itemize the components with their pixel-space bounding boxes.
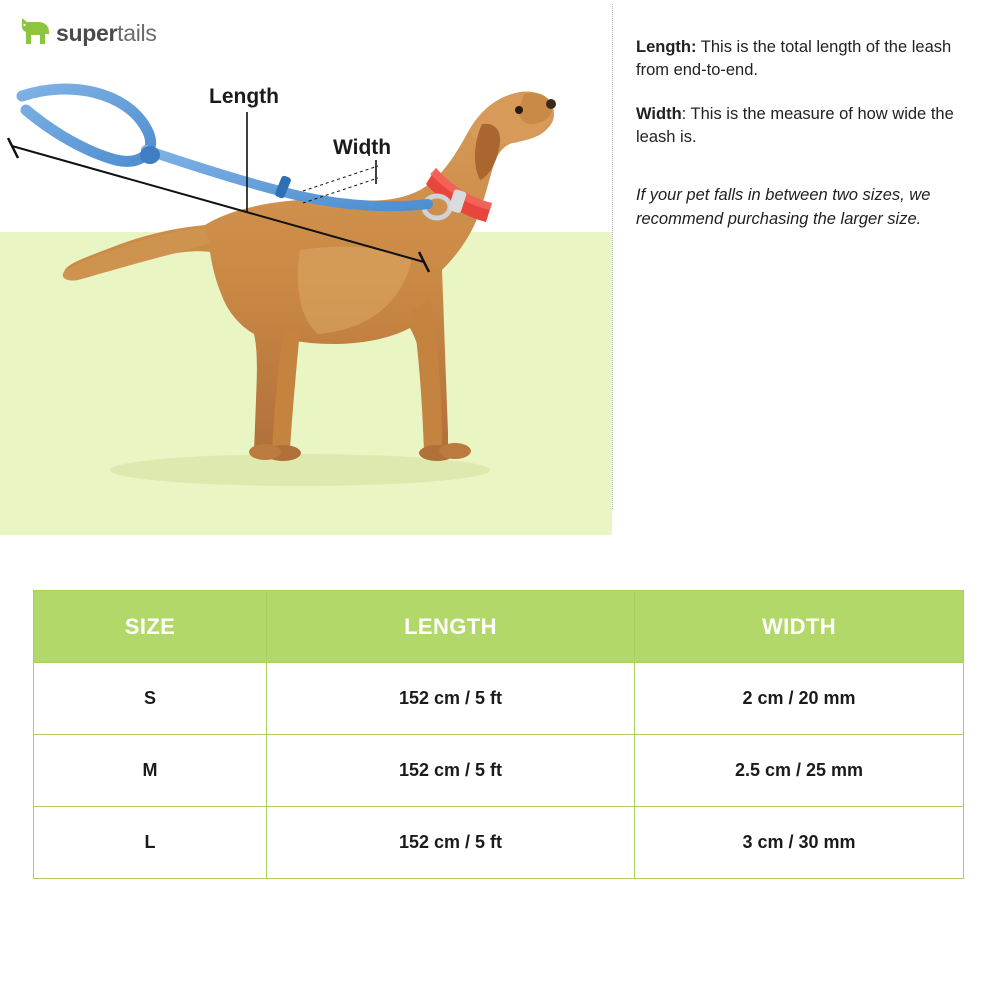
- note-recommendation: If your pet falls in between two sizes, we recommend purchasing the larger size.: [636, 185, 931, 228]
- note-width-term: Width: [636, 104, 682, 123]
- cell-size: L: [34, 807, 267, 879]
- size-table-wrapper: [33, 590, 963, 879]
- cell-length: 152 cm / 5 ft: [267, 807, 635, 879]
- width-measure-label: Width: [333, 136, 392, 159]
- table-row: [34, 735, 964, 807]
- dog-logo-icon: [18, 18, 52, 48]
- table-header-width: WIDTH: [635, 591, 964, 663]
- cell-size: S: [34, 663, 267, 735]
- table-header-row: [34, 591, 964, 663]
- table-row: [34, 807, 964, 879]
- note-width-text: : This is the measure of how wide the leash is.: [636, 104, 954, 147]
- cell-length: 152 cm / 5 ft: [267, 735, 635, 807]
- brand-name-light: tails: [117, 19, 157, 46]
- measurement-notes: [636, 36, 981, 232]
- cell-width: 2.5 cm / 25 mm: [635, 735, 964, 807]
- vertical-dotted-divider: [612, 4, 613, 509]
- brand-name-bold: super: [56, 19, 118, 46]
- cell-width: 2 cm / 20 mm: [635, 663, 964, 735]
- illustration-panel: [0, 0, 612, 535]
- cell-length: 152 cm / 5 ft: [267, 663, 635, 735]
- table-header-size: SIZE: [34, 591, 267, 663]
- dog-leash-illustration: [0, 0, 612, 535]
- note-length-text: This is the total length of the leash from end-to-end.: [636, 38, 952, 80]
- brand-name: [56, 20, 157, 47]
- note-width: [636, 103, 981, 150]
- brand-logo: [18, 18, 157, 48]
- length-measure-label: Length: [209, 85, 279, 108]
- cell-size: M: [34, 735, 267, 807]
- size-table: [33, 590, 964, 879]
- cell-width: 3 cm / 30 mm: [635, 807, 964, 879]
- note-length: [636, 36, 981, 83]
- table-row: [34, 663, 964, 735]
- table-header-length: LENGTH: [267, 591, 635, 663]
- note-length-term: Length:: [636, 38, 697, 56]
